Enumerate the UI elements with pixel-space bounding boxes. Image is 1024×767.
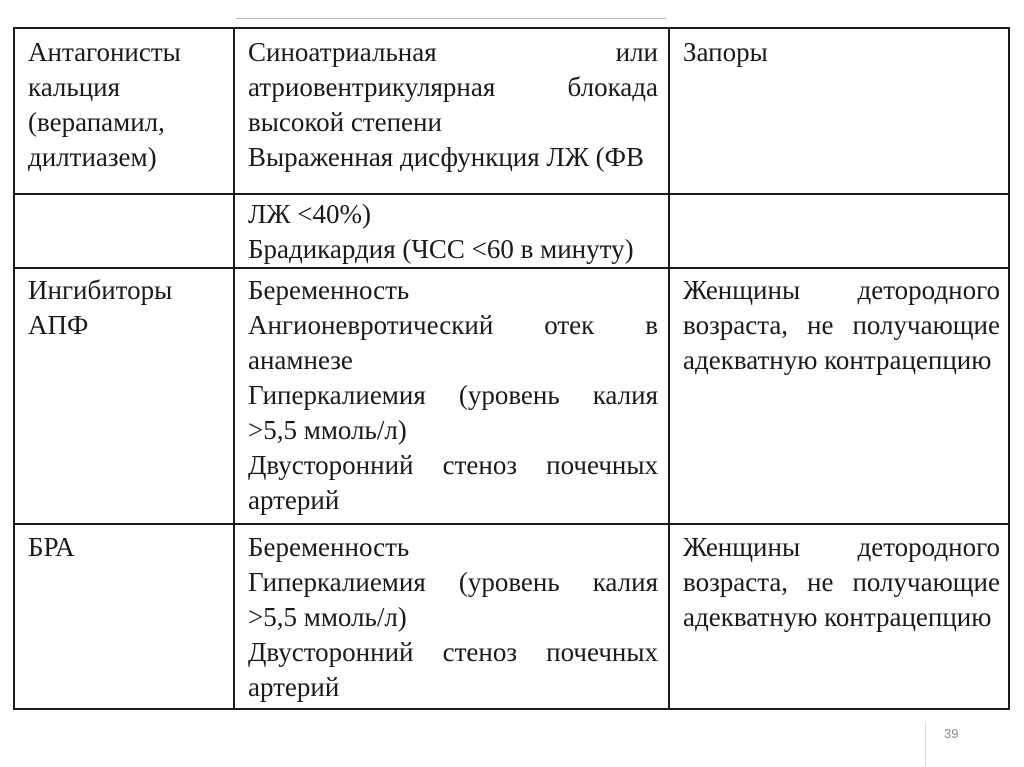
- word: возраста,: [683, 310, 789, 340]
- table-cell-drug: [15, 530, 233, 565]
- cell-line: адекватную контрацепцию: [683, 345, 992, 375]
- cell-line: [683, 565, 1000, 600]
- cell-line: Брадикардия (ЧСС <60 в минуту): [248, 234, 634, 264]
- cell-line: [248, 565, 658, 600]
- word: стеноз: [442, 637, 518, 667]
- cell-line: >5,5 ммоль/л): [248, 415, 407, 445]
- word: почечных: [546, 450, 658, 480]
- word: атриовентрикулярная: [248, 72, 496, 102]
- cell-line: Беременность: [248, 275, 410, 305]
- table-cell-relative-contraindications: [670, 35, 1010, 70]
- cell-line: Антагонисты: [28, 37, 181, 67]
- table-cell-absolute-contraindications: [235, 273, 668, 518]
- word: почечных: [546, 637, 658, 667]
- corner-divider: [925, 722, 926, 767]
- table-cell-drug: [15, 273, 233, 343]
- cell-line: >5,5 ммоль/л): [248, 602, 407, 632]
- cell-line: [248, 308, 658, 343]
- cell-line: [248, 635, 658, 670]
- cell-line: адекватную контрацепцию: [683, 602, 992, 632]
- word: Женщины: [683, 275, 801, 305]
- cell-line: [683, 308, 1000, 343]
- cell-line: [683, 530, 1000, 565]
- cell-line: Беременность: [248, 532, 410, 562]
- cell-line: кальция: [28, 72, 121, 102]
- word: получающие: [852, 567, 1000, 597]
- word: получающие: [852, 310, 1000, 340]
- word: детородного: [857, 532, 1000, 562]
- word: калия: [592, 567, 658, 597]
- cell-line: ЛЖ <40%): [248, 199, 371, 229]
- word: калия: [592, 380, 658, 410]
- cell-line: (верапамил,: [28, 107, 165, 137]
- word: не: [807, 567, 834, 597]
- cell-line: [683, 273, 1000, 308]
- row-divider: [15, 523, 1008, 525]
- cell-line: [248, 448, 658, 483]
- word: блокада: [567, 72, 658, 102]
- word: Гиперкалиемия: [248, 567, 426, 597]
- table-cell-absolute-contraindications: [235, 35, 668, 175]
- word: (уровень: [458, 380, 560, 410]
- word: стеноз: [442, 450, 518, 480]
- table-cell-relative-contraindications: [670, 273, 1010, 378]
- cell-line: [248, 35, 658, 70]
- word: не: [807, 310, 834, 340]
- contraindications-table: [13, 27, 1010, 710]
- cell-line: анамнезе: [248, 345, 353, 375]
- row-divider: [15, 193, 1008, 195]
- word: Синоатриальная: [248, 37, 437, 67]
- cell-line: [248, 378, 658, 413]
- word: возраста,: [683, 567, 789, 597]
- table-cell-relative-contraindications: [670, 530, 1010, 635]
- word: отек: [544, 310, 595, 340]
- row-divider: [15, 267, 1008, 269]
- word: Ангионевротический: [248, 310, 494, 340]
- word: или: [615, 37, 658, 67]
- cell-line: Запоры: [683, 37, 768, 67]
- cell-line: [248, 70, 658, 105]
- cell-line: артерий: [248, 485, 340, 515]
- word: Женщины: [683, 532, 801, 562]
- cell-line: дилтиазем): [28, 142, 157, 172]
- cell-line: Выраженная дисфункция ЛЖ (ФВ: [248, 142, 645, 172]
- page-number: 39: [944, 726, 959, 741]
- table-cell-absolute-contraindications: [235, 197, 668, 267]
- word: Двусторонний: [248, 450, 414, 480]
- word: Гиперкалиемия: [248, 380, 426, 410]
- cell-line: БРА: [28, 532, 75, 562]
- word: детородного: [857, 275, 1000, 305]
- cell-line: АПФ: [28, 310, 89, 340]
- table-cell-absolute-contraindications: [235, 530, 668, 705]
- cell-line: высокой степени: [248, 107, 442, 137]
- top-divider: [236, 18, 666, 19]
- cell-line: артерий: [248, 672, 340, 702]
- word: в: [645, 310, 658, 340]
- cell-line: Ингибиторы: [28, 275, 173, 305]
- table-cell-drug: [15, 35, 233, 175]
- word: Двусторонний: [248, 637, 414, 667]
- word: (уровень: [458, 567, 560, 597]
